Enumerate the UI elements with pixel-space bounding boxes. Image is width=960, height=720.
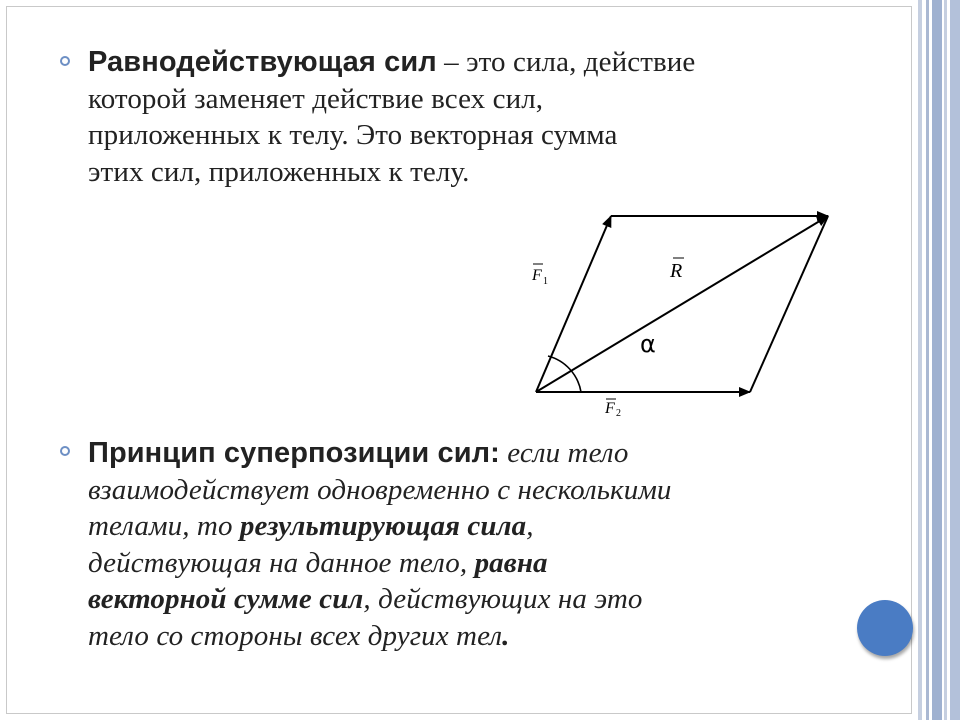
vector-f1-arrow bbox=[536, 216, 611, 392]
label-f1 bbox=[531, 264, 548, 287]
superposition-line-4: действующая на данное тело, равна bbox=[88, 546, 548, 579]
svg-text:F: F bbox=[532, 267, 542, 284]
svg-text:1: 1 bbox=[543, 276, 548, 287]
vector-r-arrow bbox=[536, 216, 828, 392]
svg-text:2: 2 bbox=[616, 408, 621, 419]
svg-text:F: F bbox=[605, 400, 615, 417]
definition-line-2: которой заменяет действие всех сил, bbox=[88, 82, 544, 115]
superposition-line-6: тело со стороны всех других тел. bbox=[88, 619, 510, 652]
bullet-icon bbox=[60, 446, 70, 456]
label-r bbox=[669, 258, 684, 282]
svg-text:R: R bbox=[670, 260, 683, 282]
slide-nav-circle-button[interactable] bbox=[857, 600, 913, 656]
superposition-line-2: взаимодействует одновременно с несколькими bbox=[88, 473, 672, 506]
superposition-line-5: векторной сумме сил, действующих на это bbox=[88, 583, 643, 615]
label-f2 bbox=[604, 399, 621, 419]
label-alpha: α bbox=[640, 330, 656, 358]
definition-line-4: этих сил, приложенных к телу. bbox=[88, 155, 470, 188]
superposition-line-1: Принцип суперпозиции сил: если тело bbox=[88, 437, 629, 469]
definition-line-1: Равнодействующая сил – это сила, действие bbox=[88, 46, 696, 78]
superposition-paragraph bbox=[88, 435, 672, 654]
definition-line-3: приложенных к телу. Это векторная сумма bbox=[88, 119, 618, 151]
right-side-line bbox=[750, 216, 828, 392]
definition-term: Равнодействующая сил bbox=[88, 46, 437, 78]
superposition-line-3: телами, то результирующая сила, bbox=[88, 510, 534, 542]
